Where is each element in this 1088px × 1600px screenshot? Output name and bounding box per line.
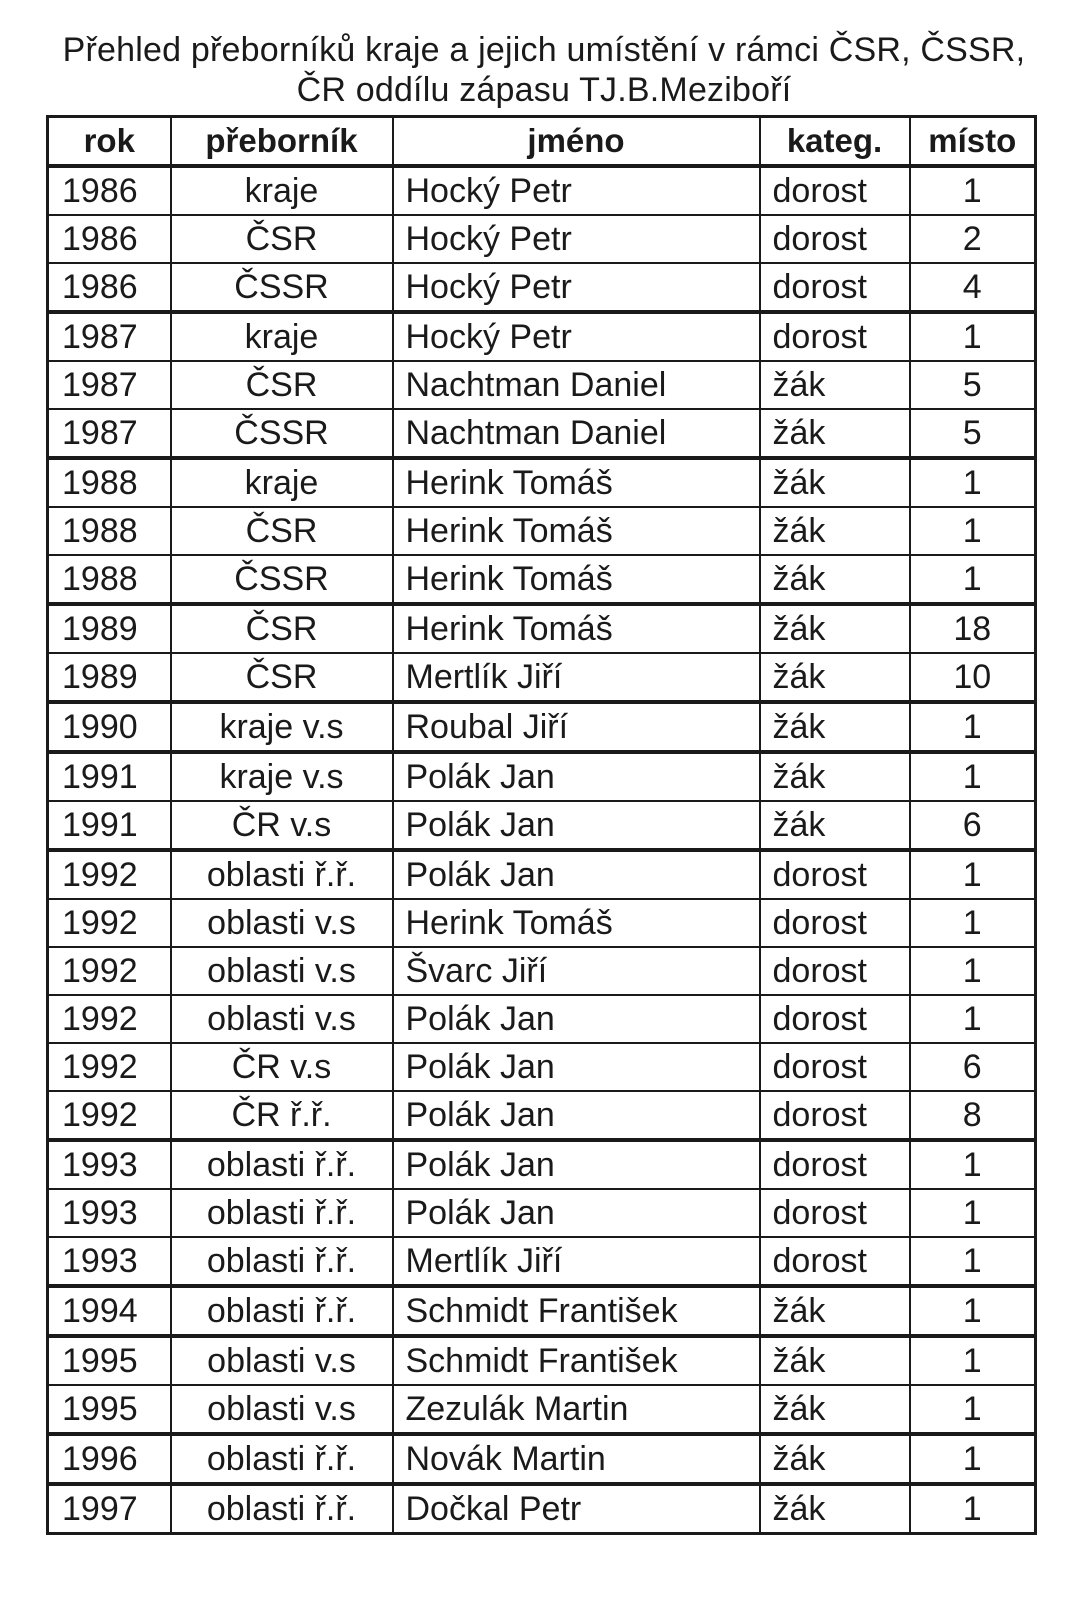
cell-rok: 1990 [48, 702, 171, 752]
cell-prebornik: kraje [171, 458, 393, 507]
cell-jmeno: Hocký Petr [393, 263, 760, 312]
cell-misto: 1 [910, 1434, 1036, 1484]
cell-prebornik: ČR v.s [171, 1043, 393, 1091]
table-row [48, 1484, 1036, 1534]
cell-jmeno: Novák Martin [393, 1434, 760, 1484]
cell-jmeno: Polák Jan [393, 850, 760, 899]
cell-misto: 1 [910, 752, 1036, 801]
cell-jmeno: Herink Tomáš [393, 899, 760, 947]
cell-rok: 1993 [48, 1237, 171, 1286]
cell-rok: 1992 [48, 1043, 171, 1091]
cell-kateg: žák [760, 458, 910, 507]
cell-rok: 1993 [48, 1140, 171, 1189]
cell-misto: 4 [910, 263, 1036, 312]
cell-jmeno: Polák Jan [393, 1189, 760, 1237]
cell-rok: 1992 [48, 850, 171, 899]
cell-misto: 8 [910, 1091, 1036, 1140]
table-row [48, 1043, 1036, 1091]
table-row [48, 752, 1036, 801]
table-row [48, 507, 1036, 555]
cell-rok: 1991 [48, 752, 171, 801]
cell-prebornik: oblasti ř.ř. [171, 1484, 393, 1534]
cell-kateg: dorost [760, 1189, 910, 1237]
header-row [48, 117, 1036, 167]
cell-kateg: žák [760, 1385, 910, 1434]
cell-jmeno: Hocký Petr [393, 312, 760, 361]
cell-kateg: žák [760, 653, 910, 702]
cell-misto: 5 [910, 361, 1036, 409]
header-rok: rok [48, 117, 171, 167]
cell-prebornik: kraje [171, 312, 393, 361]
table-row [48, 604, 1036, 653]
cell-prebornik: oblasti v.s [171, 899, 393, 947]
cell-prebornik: oblasti ř.ř. [171, 1189, 393, 1237]
cell-misto: 1 [910, 1385, 1036, 1434]
cell-rok: 1994 [48, 1286, 171, 1336]
cell-misto: 1 [910, 1286, 1036, 1336]
cell-rok: 1986 [48, 166, 171, 215]
cell-kateg: dorost [760, 215, 910, 263]
cell-prebornik: oblasti v.s [171, 995, 393, 1043]
table-row [48, 555, 1036, 604]
cell-jmeno: Polák Jan [393, 1043, 760, 1091]
table-row [48, 409, 1036, 458]
cell-kateg: žák [760, 1484, 910, 1534]
cell-misto: 1 [910, 166, 1036, 215]
cell-prebornik: kraje v.s [171, 702, 393, 752]
cell-kateg: dorost [760, 1237, 910, 1286]
table-row [48, 1434, 1036, 1484]
cell-rok: 1992 [48, 1091, 171, 1140]
cell-kateg: dorost [760, 995, 910, 1043]
cell-prebornik: ČSR [171, 361, 393, 409]
cell-jmeno: Polák Jan [393, 752, 760, 801]
table-row [48, 215, 1036, 263]
cell-kateg: dorost [760, 166, 910, 215]
cell-misto: 10 [910, 653, 1036, 702]
cell-rok: 1997 [48, 1484, 171, 1534]
cell-kateg: dorost [760, 1043, 910, 1091]
cell-jmeno: Zezulák Martin [393, 1385, 760, 1434]
cell-misto: 1 [910, 1484, 1036, 1534]
cell-prebornik: kraje v.s [171, 752, 393, 801]
cell-jmeno: Dočkal Petr [393, 1484, 760, 1534]
cell-prebornik: ČSR [171, 653, 393, 702]
cell-kateg: žák [760, 702, 910, 752]
table-row [48, 166, 1036, 215]
cell-kateg: dorost [760, 947, 910, 995]
table-row [48, 995, 1036, 1043]
cell-rok: 1992 [48, 899, 171, 947]
cell-kateg: dorost [760, 312, 910, 361]
cell-misto: 1 [910, 458, 1036, 507]
cell-misto: 1 [910, 947, 1036, 995]
table-row [48, 702, 1036, 752]
cell-misto: 1 [910, 1336, 1036, 1385]
cell-kateg: žák [760, 555, 910, 604]
table-row [48, 312, 1036, 361]
cell-jmeno: Polák Jan [393, 801, 760, 850]
cell-kateg: žák [760, 752, 910, 801]
cell-prebornik: oblasti ř.ř. [171, 1237, 393, 1286]
cell-rok: 1987 [48, 409, 171, 458]
header-misto: místo [910, 117, 1036, 167]
cell-kateg: dorost [760, 899, 910, 947]
cell-jmeno: Mertlík Jiří [393, 653, 760, 702]
cell-misto: 6 [910, 1043, 1036, 1091]
cell-prebornik: ČSSR [171, 263, 393, 312]
cell-kateg: žák [760, 1336, 910, 1385]
cell-kateg: dorost [760, 1091, 910, 1140]
table-row [48, 458, 1036, 507]
header-kateg: kateg. [760, 117, 910, 167]
table-row [48, 653, 1036, 702]
cell-prebornik: ČSR [171, 215, 393, 263]
cell-misto: 18 [910, 604, 1036, 653]
cell-prebornik: oblasti v.s [171, 1385, 393, 1434]
cell-prebornik: ČSSR [171, 555, 393, 604]
cell-misto: 1 [910, 312, 1036, 361]
cell-jmeno: Roubal Jiří [393, 702, 760, 752]
cell-prebornik: oblasti v.s [171, 1336, 393, 1385]
cell-misto: 1 [910, 1140, 1036, 1189]
cell-misto: 1 [910, 555, 1036, 604]
cell-prebornik: oblasti ř.ř. [171, 1140, 393, 1189]
cell-prebornik: ČSSR [171, 409, 393, 458]
cell-rok: 1988 [48, 555, 171, 604]
cell-jmeno: Polák Jan [393, 1091, 760, 1140]
cell-prebornik: oblasti ř.ř. [171, 1434, 393, 1484]
cell-jmeno: Nachtman Daniel [393, 361, 760, 409]
cell-rok: 1987 [48, 361, 171, 409]
cell-jmeno: Hocký Petr [393, 166, 760, 215]
table-row [48, 1237, 1036, 1286]
cell-kateg: žák [760, 801, 910, 850]
cell-prebornik: ČSR [171, 507, 393, 555]
cell-misto: 1 [910, 899, 1036, 947]
cell-rok: 1992 [48, 995, 171, 1043]
cell-jmeno: Mertlík Jiří [393, 1237, 760, 1286]
table-row [48, 1091, 1036, 1140]
cell-misto: 1 [910, 702, 1036, 752]
cell-misto: 1 [910, 507, 1036, 555]
cell-rok: 1996 [48, 1434, 171, 1484]
cell-misto: 1 [910, 850, 1036, 899]
champions-table [46, 115, 1037, 1535]
document-title [0, 30, 1088, 110]
table-row [48, 947, 1036, 995]
cell-jmeno: Hocký Petr [393, 215, 760, 263]
cell-rok: 1992 [48, 947, 171, 995]
cell-misto: 2 [910, 215, 1036, 263]
cell-misto: 1 [910, 995, 1036, 1043]
cell-kateg: žák [760, 361, 910, 409]
cell-kateg: žák [760, 409, 910, 458]
table-row [48, 1189, 1036, 1237]
cell-kateg: dorost [760, 263, 910, 312]
cell-jmeno: Herink Tomáš [393, 604, 760, 653]
cell-prebornik: ČR ř.ř. [171, 1091, 393, 1140]
table-row [48, 1140, 1036, 1189]
table-row [48, 850, 1036, 899]
cell-rok: 1988 [48, 458, 171, 507]
table-header [48, 117, 1036, 167]
header-jmeno: jméno [393, 117, 760, 167]
cell-rok: 1989 [48, 604, 171, 653]
cell-misto: 5 [910, 409, 1036, 458]
cell-jmeno: Schmidt František [393, 1336, 760, 1385]
cell-rok: 1991 [48, 801, 171, 850]
cell-kateg: žák [760, 507, 910, 555]
cell-prebornik: oblasti v.s [171, 947, 393, 995]
cell-jmeno: Schmidt František [393, 1286, 760, 1336]
title-line-2: ČR oddílu zápasu TJ.B.Meziboří [296, 71, 792, 109]
cell-rok: 1988 [48, 507, 171, 555]
cell-jmeno: Švarc Jiří [393, 947, 760, 995]
cell-jmeno: Nachtman Daniel [393, 409, 760, 458]
cell-rok: 1986 [48, 215, 171, 263]
cell-rok: 1987 [48, 312, 171, 361]
table-row [48, 1286, 1036, 1336]
table-row [48, 1336, 1036, 1385]
cell-jmeno: Polák Jan [393, 995, 760, 1043]
cell-jmeno: Herink Tomáš [393, 507, 760, 555]
title-line-1: Přehled přeborníků kraje a jejich umístění v rámci ČSR, ČSSR, [62, 31, 1026, 69]
table-row [48, 1385, 1036, 1434]
cell-prebornik: oblasti ř.ř. [171, 850, 393, 899]
cell-jmeno: Herink Tomáš [393, 458, 760, 507]
cell-prebornik: oblasti ř.ř. [171, 1286, 393, 1336]
cell-jmeno: Herink Tomáš [393, 555, 760, 604]
cell-kateg: žák [760, 604, 910, 653]
cell-kateg: žák [760, 1434, 910, 1484]
cell-rok: 1986 [48, 263, 171, 312]
table-row [48, 361, 1036, 409]
table-row [48, 263, 1036, 312]
table-row [48, 801, 1036, 850]
cell-rok: 1995 [48, 1336, 171, 1385]
cell-rok: 1993 [48, 1189, 171, 1237]
cell-misto: 1 [910, 1189, 1036, 1237]
cell-rok: 1995 [48, 1385, 171, 1434]
cell-kateg: dorost [760, 850, 910, 899]
cell-jmeno: Polák Jan [393, 1140, 760, 1189]
cell-prebornik: ČSR [171, 604, 393, 653]
cell-prebornik: kraje [171, 166, 393, 215]
cell-misto: 1 [910, 1237, 1036, 1286]
cell-prebornik: ČR v.s [171, 801, 393, 850]
table-row [48, 899, 1036, 947]
cell-kateg: dorost [760, 1140, 910, 1189]
cell-kateg: žák [760, 1286, 910, 1336]
header-prebornik: přeborník [171, 117, 393, 167]
cell-rok: 1989 [48, 653, 171, 702]
cell-misto: 6 [910, 801, 1036, 850]
table-body [48, 166, 1036, 1534]
